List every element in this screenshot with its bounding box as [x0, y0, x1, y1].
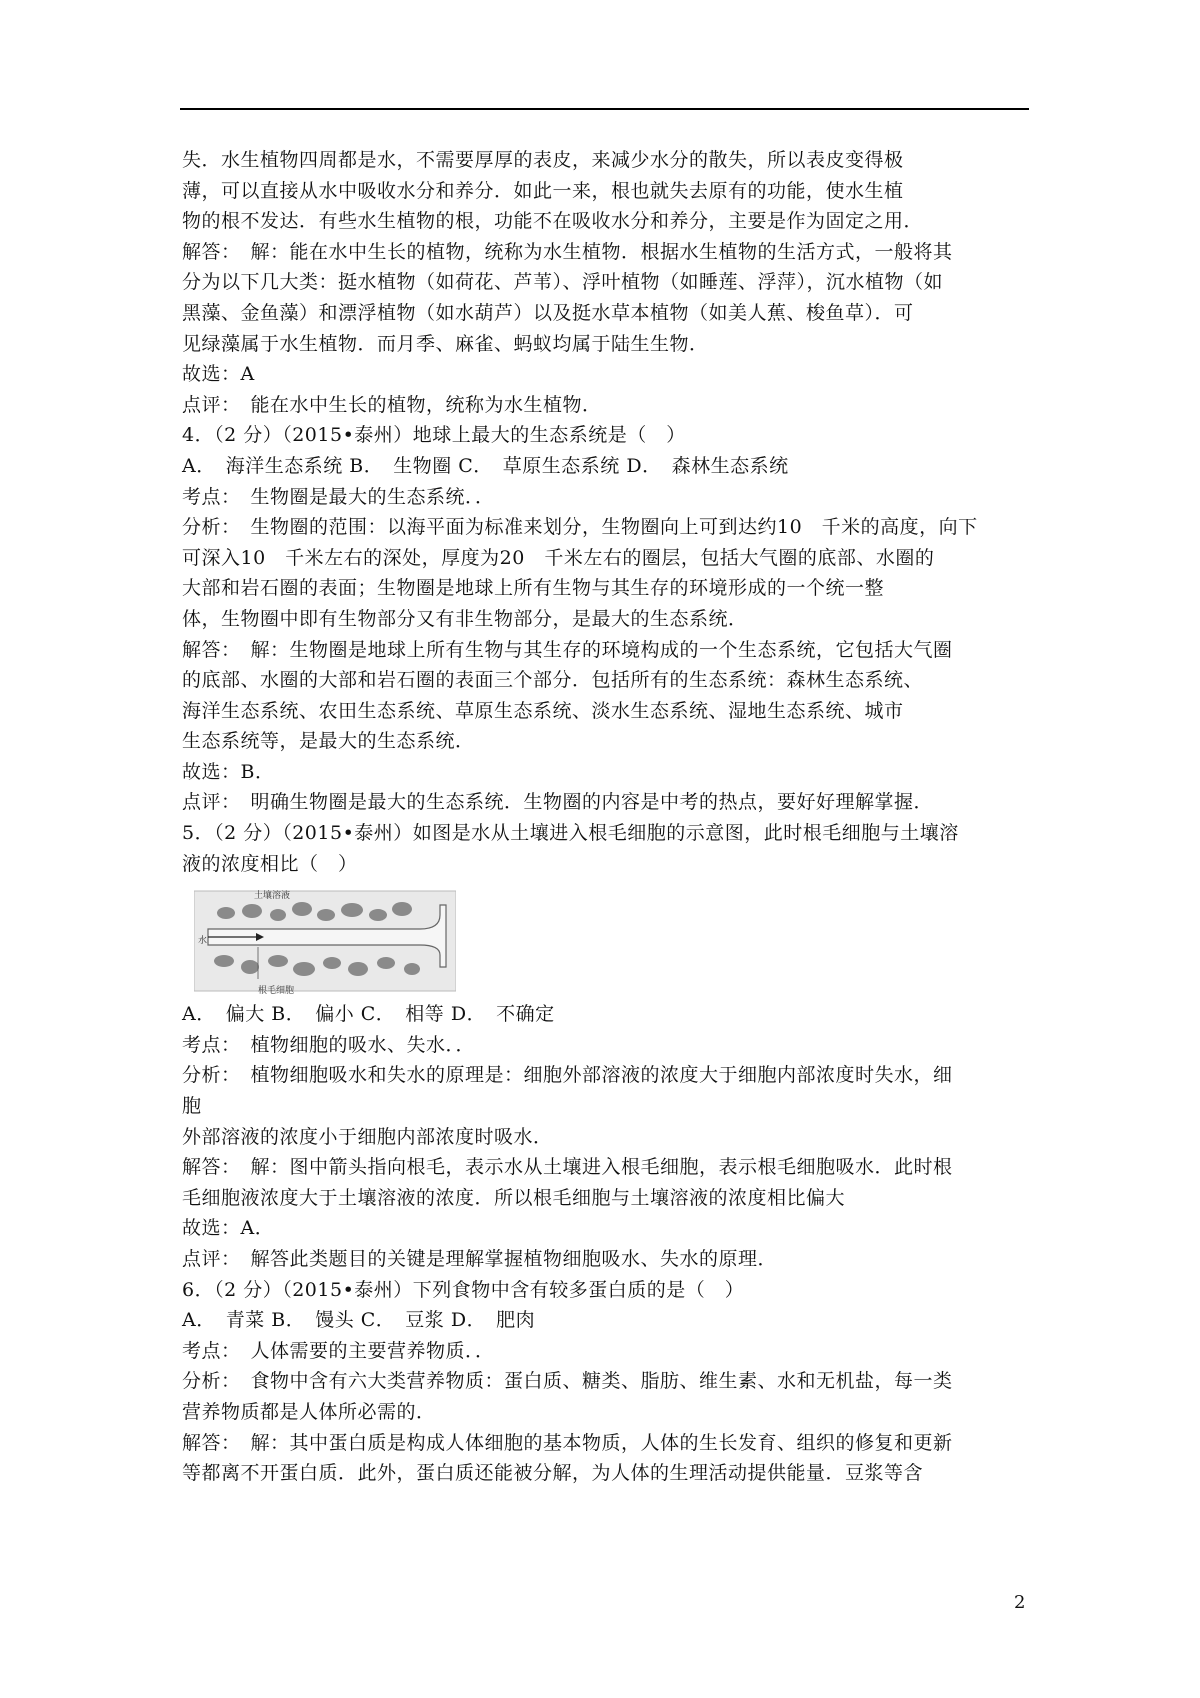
text-line: 的底部、水圈的大部和岩石圈的表面三个部分．包括所有的生态系统：森林生态系统、 — [182, 669, 924, 692]
figure-label-top: 土壤溶液 — [254, 891, 291, 902]
text-line: 等都离不开蛋白质．此外，蛋白质还能被分解，为人体的生理活动提供能量．豆浆等含 — [182, 1462, 924, 1485]
text-line: 6．（2 分）（2015•泰州）下列食物中含有较多蛋白质的是（ ） — [182, 1278, 745, 1301]
text-line: 大部和岩石圈的表面；生物圈是地球上所有生物与其生存的环境形成的一个统一整 — [182, 577, 885, 600]
text-line: 5．（2 分）（2015•泰州）如图是水从土壤进入根毛细胞的示意图，此时根毛细胞与土壤溶 — [182, 822, 959, 845]
text-block-top — [182, 145, 1032, 879]
text-line: 黑藻、金鱼藻）和漂浮植物（如水葫芦）以及挺水草本植物（如美人蕉、梭鱼草）．可 — [182, 301, 914, 324]
text-line: 分析： 生物圈的范围：以海平面为标准来划分，生物圈向上可到达约10 千米的高度，向下 — [182, 516, 978, 539]
header-rule — [180, 108, 1029, 110]
text-line: A． 海洋生态系统 B． 生物圈 C． 草原生态系统 D． 森林生态系统 — [182, 454, 789, 477]
text-line: 体，生物圈中即有生物部分又有非生物部分，是最大的生态系统． — [182, 607, 748, 630]
text-line: 考点： 人体需要的主要营养物质．． — [182, 1339, 495, 1362]
text-line: 4．（2 分）（2015•泰州）地球上最大的生态系统是（ ） — [182, 424, 686, 447]
text-line: 物的根不发达．有些水生植物的根，功能不在吸收水分和养分，主要是作为固定之用． — [182, 210, 924, 233]
text-line: 见绿藻属于水生植物．而月季、麻雀、蚂蚁均属于陆生生物． — [182, 332, 709, 355]
text-line: 胞 — [182, 1095, 202, 1118]
text-line: 海洋生态系统、农田生态系统、草原生态系统、淡水生态系统、湿地生态系统、城市 — [182, 699, 904, 722]
text-line: 生态系统等，是最大的生态系统． — [182, 730, 475, 753]
page-body — [182, 145, 1032, 1489]
text-block-bottom — [182, 999, 1032, 1489]
text-line: 解答： 解：其中蛋白质是构成人体细胞的基本物质，人体的生长发育、组织的修复和更新 — [182, 1431, 953, 1454]
text-line: A． 偏大 B． 偏小 C． 相等 D． 不确定 — [182, 1003, 555, 1026]
text-line: 失．水生植物四周都是水，不需要厚厚的表皮，来减少水分的散失，所以表皮变得极 — [182, 149, 904, 171]
text-line: 可深入10 千米左右的深处，厚度为20 千米左右的圈层，包括大气圈的底部、水圈的 — [182, 546, 935, 569]
text-line: 点评： 明确生物圈是最大的生态系统．生物圈的内容是中考的热点，要好好理解掌握． — [182, 791, 934, 814]
text-line: 故选：B． — [182, 760, 275, 783]
text-line: 点评： 能在水中生长的植物，统称为水生植物． — [182, 393, 602, 416]
figure-label-left: 水 — [198, 936, 208, 947]
text-line: 薄，可以直接从水中吸收水分和养分．如此一来，根也就失去原有的功能，使水生植 — [182, 179, 904, 202]
text-line: 考点： 植物细胞的吸水、失水．． — [182, 1033, 476, 1056]
root-hair-figure — [194, 885, 456, 995]
text-line: 分析： 食物中含有六大类营养物质：蛋白质、糖类、脂肪、维生素、水和无机盐，每一类 — [182, 1370, 953, 1393]
text-line: 故选：A — [182, 363, 255, 386]
text-line: 外部溶液的浓度小于细胞内部浓度时吸水． — [182, 1125, 553, 1148]
text-line: 营养物质都是人体所必需的． — [182, 1400, 436, 1423]
text-line: 毛细胞液浓度大于土壤溶液的浓度．所以根毛细胞与土壤溶液的浓度相比偏大 — [182, 1186, 846, 1209]
text-line: 解答： 解：图中箭头指向根毛，表示水从土壤进入根毛细胞，表示根毛细胞吸水．此时根 — [182, 1156, 953, 1179]
text-line: A． 青菜 B． 馒头 C． 豆浆 D． 肥肉 — [182, 1309, 536, 1332]
figure-label-bottom: 根毛细胞 — [258, 986, 295, 996]
text-line: 点评： 解答此类题目的关键是理解掌握植物细胞吸水、失水的原理． — [182, 1248, 778, 1270]
text-line: 故选：A． — [182, 1217, 275, 1240]
text-line: 分析： 植物细胞吸水和失水的原理是：细胞外部溶液的浓度大于细胞内部浓度时失水，细 — [182, 1064, 953, 1087]
text-line: 分为以下几大类：挺水植物（如荷花、芦苇）、浮叶植物（如睡莲、浮萍），沉水植物（如 — [182, 271, 944, 294]
text-line: 考点： 生物圈是最大的生态系统．． — [182, 485, 495, 508]
text-line: 解答： 解：能在水中生长的植物，统称为水生植物．根据水生植物的生活方式，一般将其 — [182, 240, 953, 263]
text-line: 解答： 解：生物圈是地球上所有生物与其生存的环境构成的一个生态系统，它包括大气圈 — [182, 638, 953, 661]
page-number: 2 — [1014, 1592, 1026, 1613]
text-line: 液的浓度相比（ ） — [182, 852, 358, 875]
